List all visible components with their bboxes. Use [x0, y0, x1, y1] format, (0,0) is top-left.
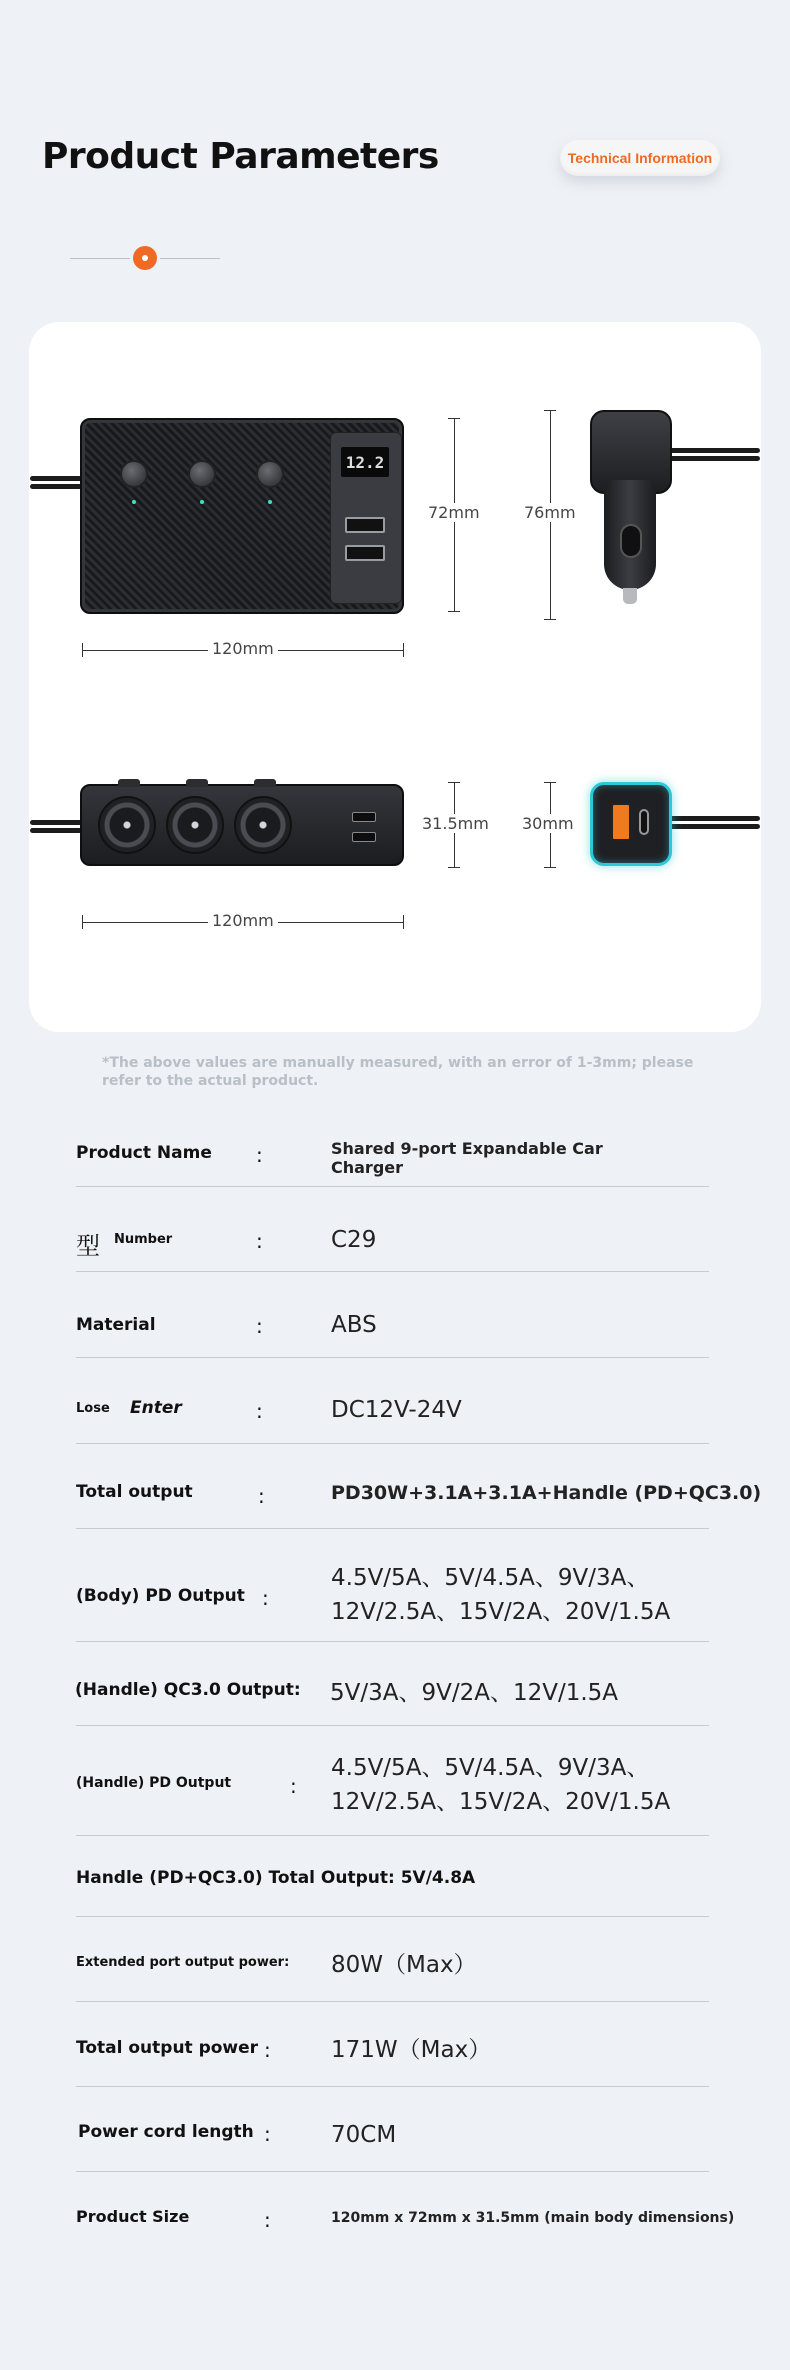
- spec-colon: :: [256, 1399, 263, 1423]
- cable-icon: [668, 816, 760, 821]
- spec-divider: [76, 1916, 709, 1917]
- height-label: 30mm: [518, 814, 578, 833]
- cigarette-socket-icon: [234, 796, 292, 854]
- dimension-tick: [448, 867, 460, 868]
- spec-colon: :: [258, 1484, 265, 1508]
- dimension-tick: [544, 867, 556, 868]
- led-indicator-icon: [200, 500, 204, 504]
- usb-panel: [330, 432, 402, 604]
- cigarette-socket-icon: [166, 796, 224, 854]
- dimension-tick: [448, 418, 460, 419]
- spec-colon: :: [256, 1314, 263, 1338]
- charger-front-view: [80, 784, 404, 866]
- dimension-tick: [544, 619, 556, 620]
- spec-label: Product Size: [76, 2207, 190, 2226]
- spec-label-glyph: 型: [76, 1232, 100, 1260]
- spec-value: 80W（Max）: [331, 1952, 477, 1978]
- divider-left: [70, 258, 130, 259]
- dimension-tick: [544, 410, 556, 411]
- spec-divider: [76, 1186, 709, 1187]
- power-button-icon: [120, 460, 148, 488]
- divider-right: [160, 258, 220, 259]
- spec-colon: :: [264, 2038, 271, 2062]
- spec-colon: :: [290, 1774, 297, 1798]
- spec-value: 4.5V/5A、5V/4.5A、9V/3A、: [331, 1565, 650, 1591]
- led-indicator-icon: [268, 500, 272, 504]
- spec-divider: [76, 2171, 709, 2172]
- spec-label: Lose: [76, 1401, 110, 1416]
- page-title: Product Parameters: [42, 136, 439, 177]
- spec-label: (Handle) PD Output: [76, 1775, 232, 1791]
- spec-colon: :: [262, 1586, 269, 1610]
- dimension-tick: [448, 611, 460, 612]
- power-button-icon: [256, 460, 284, 488]
- usb-c-port-icon: [352, 812, 376, 822]
- spec-value: DC12V-24V: [331, 1397, 462, 1423]
- cable-icon: [30, 484, 82, 489]
- cable-icon: [30, 828, 82, 833]
- dimension-tick: [82, 915, 83, 929]
- cigarette-socket-icon: [98, 796, 156, 854]
- cable-icon: [668, 824, 760, 829]
- spec-label: Power cord length: [78, 2122, 254, 2142]
- spec-label: (Body) PD Output: [76, 1586, 245, 1606]
- spec-value: 12V/2.5A、15V/2A、20V/1.5A: [331, 1789, 671, 1815]
- spec-divider: [76, 1443, 709, 1444]
- spec-divider: [76, 1641, 709, 1642]
- spec-divider: [76, 1357, 709, 1358]
- spec-label: Handle (PD+QC3.0) Total Output: 5V/4.8A: [76, 1868, 476, 1888]
- width-label: 120mm: [208, 639, 278, 658]
- height-label: 76mm: [520, 503, 580, 522]
- spec-value: 5V/3A、9V/2A、12V/1.5A: [330, 1680, 619, 1706]
- spec-label: Extended port output power:: [76, 1955, 290, 1970]
- spec-divider: [76, 1725, 709, 1726]
- spec-value: 12V/2.5A、15V/2A、20V/1.5A: [331, 1599, 671, 1625]
- power-button-icon: [188, 460, 216, 488]
- spec-colon: :: [264, 2208, 271, 2232]
- spec-divider: [76, 1835, 709, 1836]
- spec-divider: [76, 2001, 709, 2002]
- height-label: 31.5mm: [418, 814, 493, 833]
- spec-divider: [76, 1528, 709, 1529]
- spec-label: Number: [114, 1232, 173, 1247]
- spec-label: (Handle) QC3.0 Output:: [75, 1680, 301, 1700]
- led-indicator-icon: [132, 500, 136, 504]
- width-label: 120mm: [208, 911, 278, 930]
- charger-top-view: [80, 418, 404, 614]
- spec-colon: :: [256, 1229, 263, 1253]
- plug-window-icon: [620, 524, 642, 558]
- spec-value: C29: [331, 1227, 377, 1253]
- height-label: 72mm: [424, 503, 484, 522]
- spec-value: 120mm x 72mm x 31.5mm (main body dimensions): [331, 2210, 735, 2226]
- spec-value: 171W（Max）: [331, 2037, 492, 2063]
- dimension-tick: [82, 643, 83, 657]
- dimension-tick: [544, 782, 556, 783]
- usb-port-icon: [345, 545, 385, 561]
- spec-value: PD30W+3.1A+3.1A+Handle (PD+QC3.0): [331, 1482, 762, 1504]
- spec-colon: :: [256, 1143, 263, 1167]
- dimension-tick: [403, 643, 404, 657]
- cable-icon: [30, 820, 82, 825]
- technical-information-badge: Technical Information: [560, 140, 720, 176]
- spec-label: Material: [76, 1315, 156, 1335]
- switch-tab: [186, 779, 208, 787]
- spec-divider: [76, 2086, 709, 2087]
- spec-colon: :: [264, 2122, 271, 2146]
- spec-value: 4.5V/5A、5V/4.5A、9V/3A、: [331, 1755, 650, 1781]
- spec-label: Product Name: [76, 1143, 212, 1163]
- switch-tab: [254, 779, 276, 787]
- spec-value: ABS: [331, 1312, 377, 1338]
- dimension-tick: [448, 782, 460, 783]
- cable-icon: [30, 476, 82, 481]
- cable-icon: [668, 456, 760, 461]
- orange-dot-icon: [133, 246, 157, 270]
- spec-label: Total output power: [76, 2038, 259, 2058]
- spec-value: 70CM: [331, 2122, 397, 2148]
- spec-value: Shared 9-port Expandable Car: [331, 1139, 603, 1158]
- usb-c-port-icon: [639, 809, 649, 835]
- spec-label-extra: Enter: [130, 1398, 182, 1418]
- voltage-display: 12.2: [341, 447, 389, 477]
- usb-port-icon: [345, 517, 385, 533]
- plug-head-front-view: [590, 782, 672, 866]
- cable-icon: [668, 448, 760, 453]
- switch-tab: [118, 779, 140, 787]
- dimension-tick: [403, 915, 404, 929]
- spec-label: Total output: [76, 1482, 193, 1502]
- plug-tip: [623, 588, 637, 604]
- spec-value: Charger: [331, 1158, 404, 1177]
- qc-port-icon: [611, 803, 631, 841]
- spec-divider: [76, 1271, 709, 1272]
- usb-port-icon: [352, 832, 376, 842]
- measurement-note: *The above values are manually measured, with an error of 1-3mm; please refer to the actual product.: [102, 1055, 694, 1089]
